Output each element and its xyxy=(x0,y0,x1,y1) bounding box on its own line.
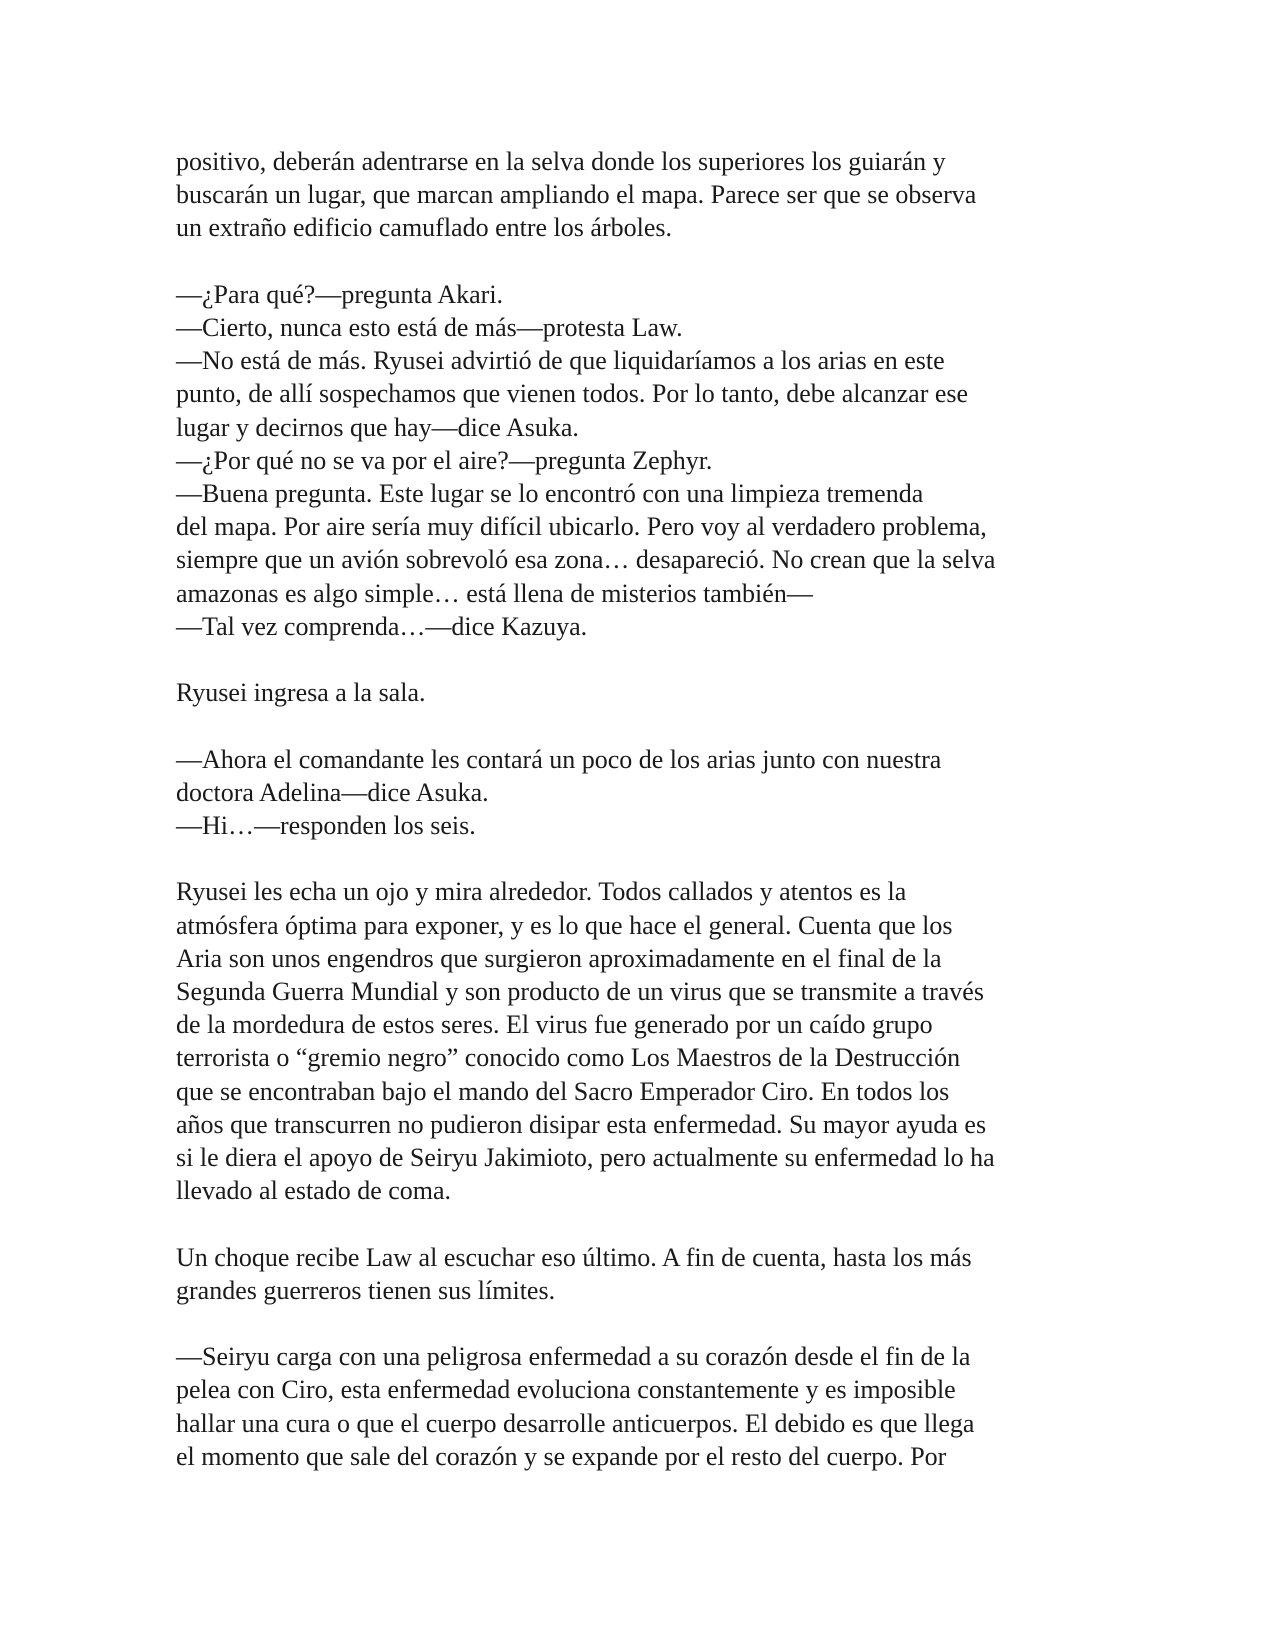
text-line: —Buena pregunta. Este lugar se lo encontró con una limpieza tremenda xyxy=(176,479,924,509)
text-line: Un choque recibe Law al escuchar eso último. A fin de cuenta, hasta los más xyxy=(176,1242,972,1272)
document-page xyxy=(176,145,1106,1473)
text-line: amazonas es algo simple… está llena de misterios también— xyxy=(176,578,813,608)
text-line: el momento que sale del corazón y se expande por el resto del cuerpo. Por xyxy=(176,1441,947,1471)
text-line: —Ahora el comandante les contará un poco de los arias junto con nuestra xyxy=(176,744,942,774)
text-line: doctora Adelina—dice Asuka. xyxy=(176,777,489,807)
text-line: Aria son unos engendros que surgieron aproximadamente en el final de la xyxy=(176,943,942,973)
text-line: llevado al estado de coma. xyxy=(176,1176,452,1206)
text-line: atmósfera óptima para exponer, y es lo que hace el general. Cuenta que los xyxy=(176,910,953,940)
text-line: —Seiryu carga con una peligrosa enfermedad a su corazón desde el fin de la xyxy=(176,1342,971,1372)
text-line: —No está de más. Ryusei advirtió de que liquidaríamos a los arias en este xyxy=(176,346,945,376)
text-line: pelea con Ciro, esta enfermedad evoluciona constantemente y es imposible xyxy=(176,1375,956,1405)
text-line: que se encontraban bajo el mando del Sacro Emperador Ciro. En todos los xyxy=(176,1076,950,1106)
text-line: un extraño edificio camuflado entre los árboles. xyxy=(176,213,672,243)
text-line: de la mordedura de estos seres. El virus fue generado por un caído grupo xyxy=(176,1010,933,1040)
dialogue-block-1 xyxy=(176,278,1106,643)
text-line: lugar y decirnos que hay—dice Asuka. xyxy=(176,412,579,442)
text-line: Ryusei ingresa a la sala. xyxy=(176,678,426,708)
text-line: terrorista o “gremio negro” conocido como Los Maestros de la Destrucción xyxy=(176,1043,961,1073)
text-line: Ryusei les echa un ojo y mira alrededor. Todos callados y atentos es la xyxy=(176,877,907,907)
text-line: grandes guerreros tienen sus límites. xyxy=(176,1275,556,1305)
text-line: —¿Para qué?—pregunta Akari. xyxy=(176,279,504,309)
paragraph-aria-explanation xyxy=(176,875,1106,1207)
text-line: —¿Por qué no se va por el aire?—pregunta Zephyr. xyxy=(176,445,713,475)
text-line: buscarán un lugar, que marcan ampliando el mapa. Parece ser que se observa xyxy=(176,180,977,210)
text-line: punto, de allí sospechamos que vienen todos. Por lo tanto, debe alcanzar ese xyxy=(176,379,969,409)
text-line: —Cierto, nunca esto está de más—protesta Law. xyxy=(176,313,683,342)
paragraph-intro xyxy=(176,145,1106,245)
text-line: si le diera el apoyo de Seiryu Jakimioto, pero actualmente su enfermedad lo ha xyxy=(176,1143,995,1173)
paragraph-law-shock xyxy=(176,1241,1106,1307)
text-line: siempre que un avión sobrevoló esa zona… desapareció. No crean que la selva xyxy=(176,545,996,575)
text-line: —Hi…—responden los seis. xyxy=(176,811,476,841)
text-line: años que transcurren no pudieron disipar esta enfermedad. Su mayor ayuda es xyxy=(176,1109,987,1139)
dialogue-block-2 xyxy=(176,743,1106,843)
paragraph-ryusei-enters xyxy=(176,676,1106,709)
text-line: hallar una cura o que el cuerpo desarrolle anticuerpos. El debido es que llega xyxy=(176,1408,975,1438)
text-line: —Tal vez comprenda…—dice Kazuya. xyxy=(176,611,588,641)
text-line: positivo, deberán adentrarse en la selva donde los superiores los guiarán y xyxy=(176,147,946,176)
text-line: del mapa. Por aire sería muy difícil ubicarlo. Pero voy al verdadero problema, xyxy=(176,512,987,542)
dialogue-block-3 xyxy=(176,1340,1106,1473)
text-line: Segunda Guerra Mundial y son producto de un virus que se transmite a través xyxy=(176,977,984,1007)
